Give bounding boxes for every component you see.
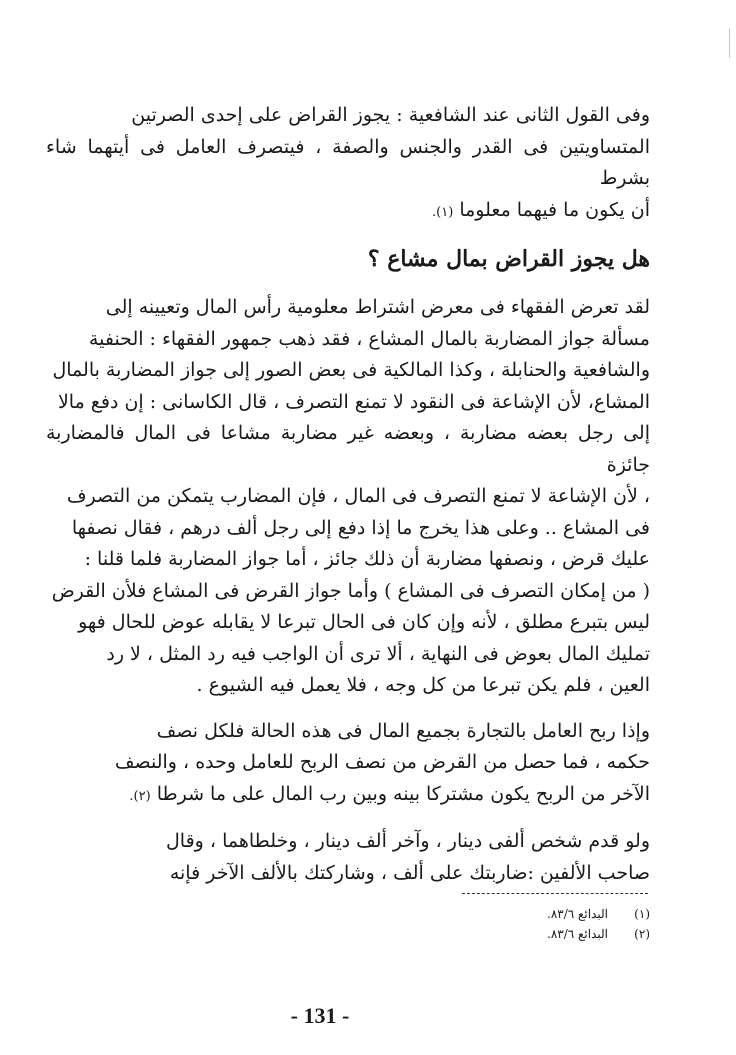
text-line: ولو قدم شخص ألفى دينار ، وآخر ألف دينار ، وخلطاهما ، وقال [166,830,650,852]
text-line: فى المشاع .. وعلى هذا يخرج ما إذا دفع إلى رجل ألف درهم ، فقال نصفها [71,516,650,539]
text-line: والشافعية والحنابلة ، وكذا المالكية فى بعض الصور إلى جواز المضاربة بالمال [52,359,650,381]
text-line: ليس بتبرع مطلق ، لأنه وإن كان فى الحال تبرعا لا يقابله عوض للحال فهو [78,611,650,633]
text-line: مسألة جواز المضاربة بالمال المشاع ، فقد ذهب جمهور الفقهاء : الحنفية [88,327,650,350]
footnote-number: (١) [634,907,650,921]
text-line: ، لأن الإشاعة لا تمنع التصرف فى المال ، فإن المضارب يتمكن من التصرف [66,485,650,507]
section-heading: هل يجوز القراض بمال مشاع ؟ [367,246,650,272]
page-number: - 131 - [290,1003,350,1028]
text-line: إلى رجل بعضه مضاربة ، وبعضه غير مضاربة مشاعا فى المال فالمضاربة جائزة [46,422,650,476]
footnote-text: البدائع ٨٣/٦. [546,927,608,941]
paragraph-shafii-opinion [46,100,650,228]
footnote-ref-1: (١). [432,204,454,220]
text-line-content: أن يكون ما فيهما معلوما [459,198,650,221]
paragraph-profit [46,716,650,813]
text-line: صاحب الألفين :ضاربتك على ألف ، وشاركتك بالألف الآخر فإنه [169,861,650,884]
text-line: وفى القول الثانى عند الشافعية : يجوز القراض على إحدى الصرتين [131,104,650,126]
text-line: العين ، فلم يكن تبرعا من كل وجه ، فلا يعمل فيه الشيوع . [196,674,650,696]
text-line: المشاع، لأن الإشاعة فى النقود لا تمنع التصرف ، قال الكاسانى : إن دفع مالا [57,390,650,413]
footnotes [460,904,650,944]
paragraph-mushaa [46,292,650,702]
text-line: لقد تعرض الفقهاء فى معرض اشتراط معلومية رأس المال وتعيينه إلى [105,296,650,318]
footnote-number: (٢) [634,927,650,941]
page-edge-mark [729,28,730,58]
footnote-ref-2: (٢). [129,788,151,804]
footnote-item [460,904,650,924]
text-line: عليك قرض ، ونصفها مضاربة أن ذلك جائز ، أما جواز المضاربة فلما قلنا : [84,548,650,570]
footnote-text: البدائع ٨٣/٦. [546,907,608,921]
text-line [46,779,650,813]
text-line: المتساويتين فى القدر والجنس والصفة ، فيتصرف العامل فى أيتهما شاء بشرط [46,135,650,189]
text-line: تمليك المال بعوض فى النهاية ، ألا ترى أن الواجب فيه رد المثل ، لا رد [106,642,650,665]
text-line: حكمه ، فما حصل من القرض من نصف الربح للعامل وحده ، والنصف [114,751,650,773]
paragraph-partnership [46,826,650,889]
text-line-content: الآخر من الربح يكون مشتركا بينه وبين رب المال على ما شرطا [156,782,650,805]
page-text [46,100,650,903]
footnote-divider [462,893,648,894]
text-line: ( من إمكان التصرف فى المشاع ) وأما جواز القرض فى المشاع فلأن القرض [51,579,650,602]
text-line [46,195,650,229]
text-line: وإذا ربح العامل بالتجارة بجميع المال فى هذه الحالة فلكل نصف [156,719,650,742]
footnote-item [460,924,650,944]
